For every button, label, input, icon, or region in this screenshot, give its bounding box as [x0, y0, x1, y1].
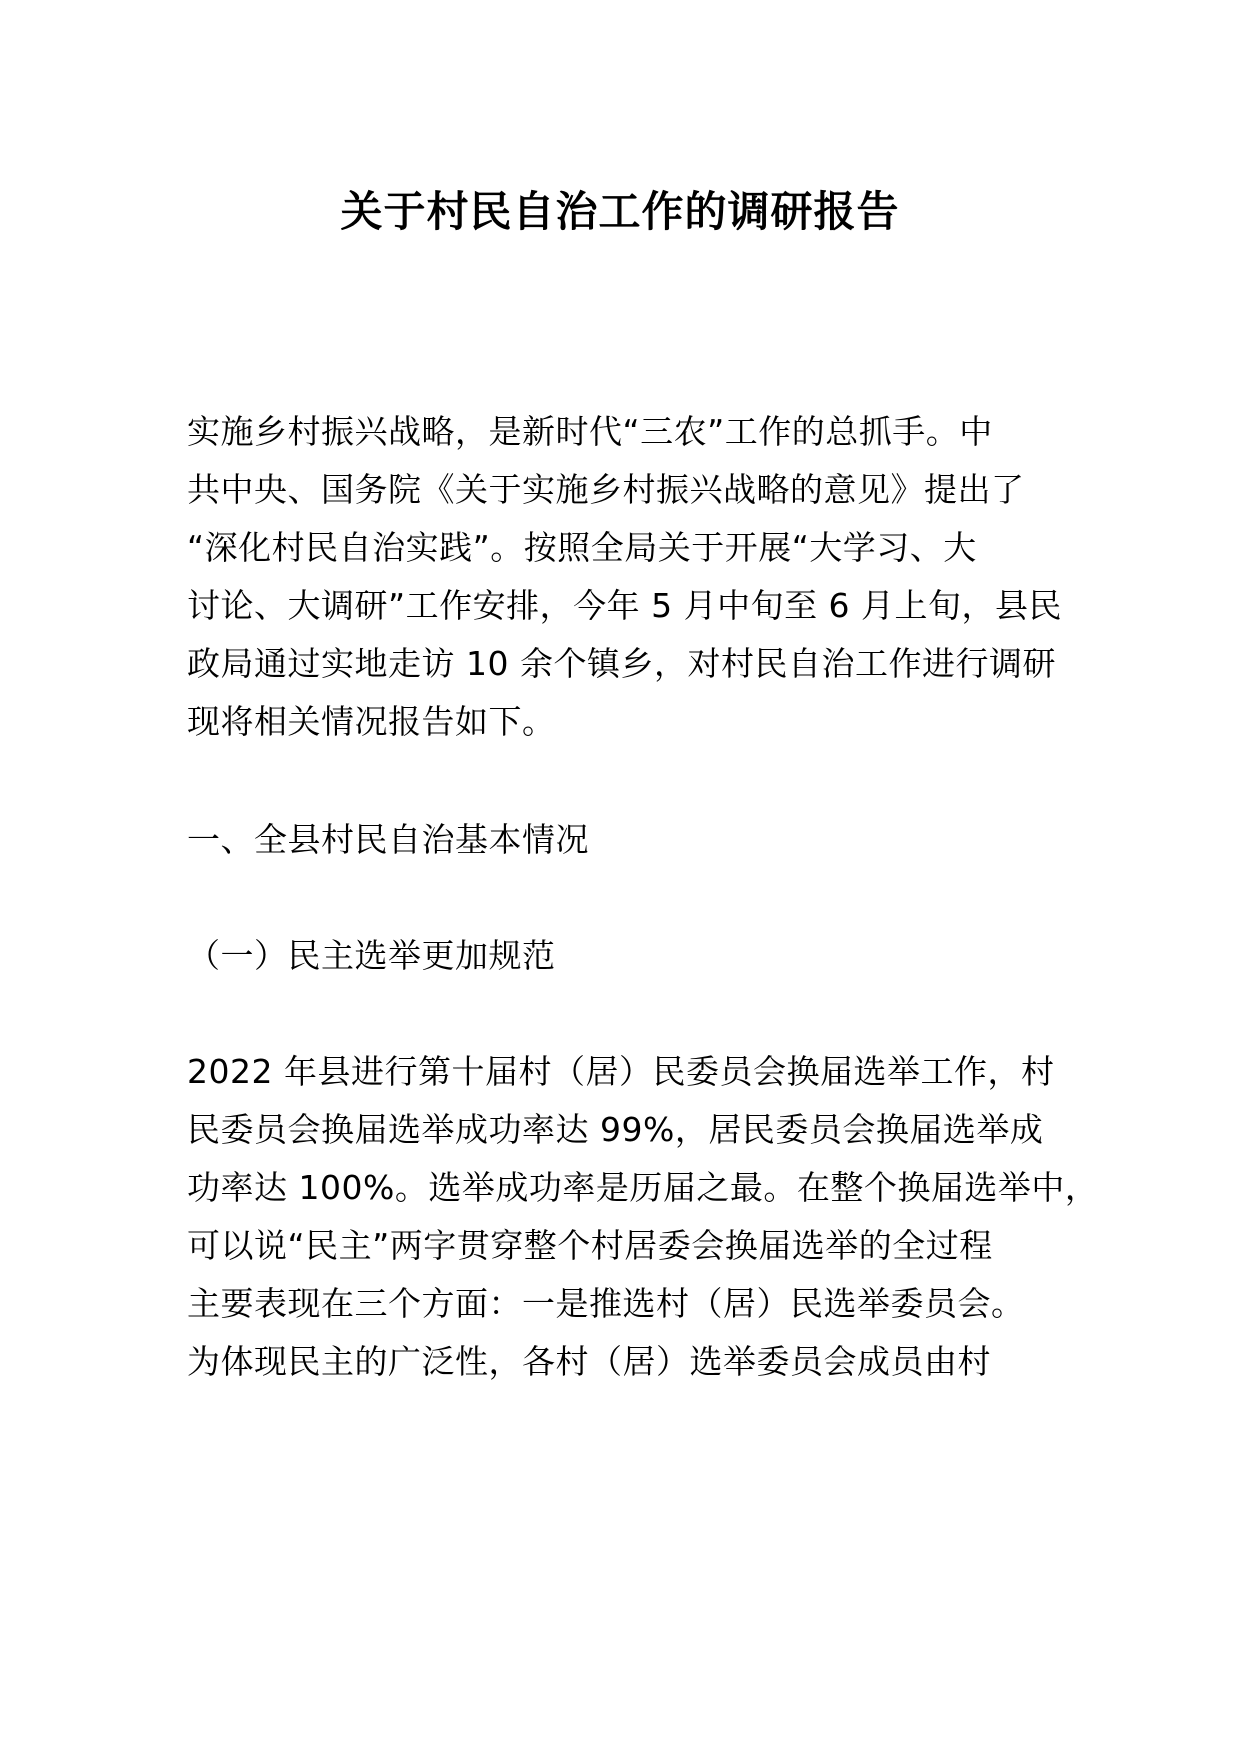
intro-line: 讨论、大调研”工作安排，今年 5 月中旬至 6 月上旬，县民: [187, 586, 1063, 625]
body-line: 主要表现在三个方面：一是推选村（居）民选举委员会。: [187, 1284, 1025, 1323]
subsection-heading: （一）民主选举更加规范: [187, 936, 556, 975]
section-heading: 一、全县村民自治基本情况: [187, 820, 589, 859]
intro-line: 政局通过实地走访 10 余个镇乡，对村民自治工作进行调研: [187, 644, 1056, 683]
body-line: 为体现民主的广泛性，各村（居）选举委员会成员由村: [187, 1342, 991, 1381]
body-line: 民委员会换届选举成功率达 99%，居民委员会换届选举成: [187, 1110, 1044, 1149]
body-line: 2022 年县进行第十届村（居）民委员会换届选举工作，村: [187, 1052, 1055, 1091]
intro-line: 实施乡村振兴战略，是新时代“三农”工作的总抓手。中: [187, 412, 993, 451]
intro-line: “深化村民自治实践”。按照全局关于开展“大学习、大: [187, 528, 977, 567]
intro-line: 共中央、国务院《关于实施乡村振兴战略的意见》提出了: [187, 470, 1025, 509]
document-title: 关于村民自治工作的调研报告: [340, 187, 900, 236]
body-line: 功率达 100%。选举成功率是历届之最。在整个换届选举中，: [187, 1168, 1099, 1207]
body-line: 可以说“民主”两字贯穿整个村居委会换届选举的全过程: [187, 1226, 993, 1265]
intro-line: 现将相关情况报告如下。: [187, 702, 556, 741]
